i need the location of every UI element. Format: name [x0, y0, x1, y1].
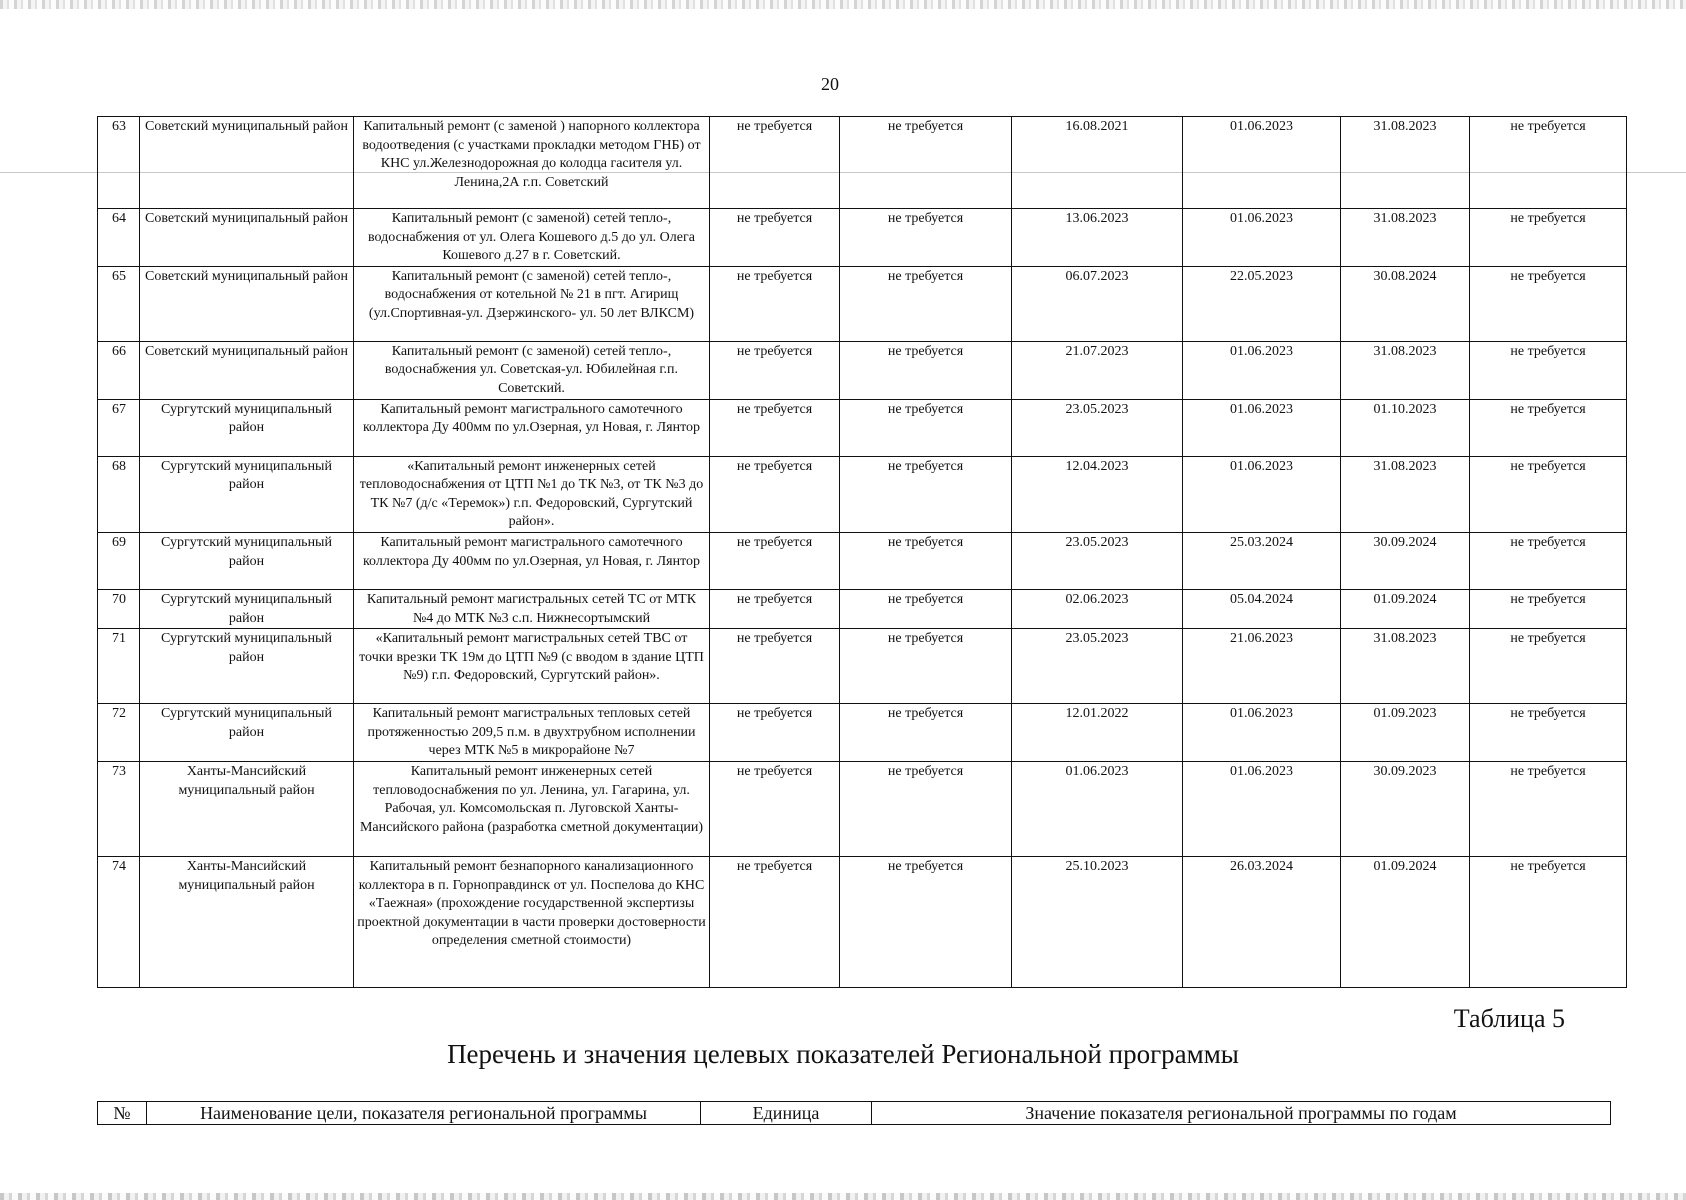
table-row — [98, 341, 1627, 399]
date-value: 26.03.2024 — [1183, 856, 1341, 987]
projects-table-body — [98, 117, 1627, 988]
requirement-status: не требуется — [840, 456, 1012, 532]
date-value: 01.09.2024 — [1341, 856, 1470, 987]
scan-edge-top — [0, 0, 1686, 9]
requirement-status: не требуется — [1470, 704, 1627, 762]
table-row — [98, 209, 1627, 267]
requirement-status: не требуется — [1470, 209, 1627, 267]
indicators-table — [97, 1101, 1611, 1125]
table-row — [98, 399, 1627, 456]
date-value: 01.06.2023 — [1183, 209, 1341, 267]
page-number: 20 — [821, 74, 839, 94]
date-value: 25.10.2023 — [1012, 856, 1183, 987]
table-row — [98, 856, 1627, 987]
requirement-status: не требуется — [840, 589, 1012, 628]
row-number: 68 — [98, 456, 140, 532]
date-value: 01.06.2023 — [1183, 117, 1341, 209]
work-description: Капитальный ремонт магистрального самотечного коллектора Ду 400мм по ул.Озерная, ул Новая, г. Лянтор — [354, 399, 710, 456]
row-number: 63 — [98, 117, 140, 209]
district: Ханты-Мансийский муниципальный район — [140, 856, 354, 987]
table-row — [98, 266, 1627, 341]
date-value: 01.09.2024 — [1341, 589, 1470, 628]
date-value: 01.06.2023 — [1183, 456, 1341, 532]
date-value: 25.03.2024 — [1183, 532, 1341, 589]
date-value: 12.04.2023 — [1012, 456, 1183, 532]
row-number: 65 — [98, 266, 140, 341]
requirement-status: не требуется — [710, 532, 840, 589]
requirement-status: не требуется — [840, 532, 1012, 589]
requirement-status: не требуется — [840, 856, 1012, 987]
requirement-status: не требуется — [840, 117, 1012, 209]
requirement-status: не требуется — [840, 629, 1012, 704]
district: Сургутский муниципальный район — [140, 704, 354, 762]
table-row — [98, 761, 1627, 856]
date-value: 21.07.2023 — [1012, 341, 1183, 399]
scan-edge-bottom — [0, 1193, 1686, 1200]
row-number: 74 — [98, 856, 140, 987]
table-row — [98, 589, 1627, 628]
requirement-status: не требуется — [710, 341, 840, 399]
work-description: «Капитальный ремонт инженерных сетей тепловодоснабжения от ЦТП №1 до ТК №3, от ТК №3 до ТК №7 (д/с «Теремок») г.п. Федоровский, Сургутский район». — [354, 456, 710, 532]
table-row — [98, 117, 1627, 209]
date-value: 01.10.2023 — [1341, 399, 1470, 456]
header-values: Значение показателя региональной программы по годам — [872, 1102, 1611, 1125]
district: Сургутский муниципальный район — [140, 532, 354, 589]
requirement-status: не требуется — [1470, 761, 1627, 856]
work-description: Капитальный ремонт магистрального самотечного коллектора Ду 400мм по ул.Озерная, ул Новая, г. Лянтор — [354, 532, 710, 589]
row-number: 69 — [98, 532, 140, 589]
section-heading: Перечень и значения целевых показателей Региональной программы — [447, 1039, 1239, 1069]
requirement-status: не требуется — [710, 266, 840, 341]
date-value: 01.09.2023 — [1341, 704, 1470, 762]
work-description: Капитальный ремонт магистральных тепловых сетей протяженностью 209,5 п.м. в двухтрубном исполнении через МТК №5 в микрорайоне №7 — [354, 704, 710, 762]
requirement-status: не требуется — [710, 629, 840, 704]
requirement-status: не требуется — [840, 704, 1012, 762]
work-description: «Капитальный ремонт магистральных сетей ТВС от точки врезки ТК 19м до ЦТП №9 (с вводом в здание ЦТП №9) г.п. Федоровский, Сургутский район». — [354, 629, 710, 704]
district: Сургутский муниципальный район — [140, 589, 354, 628]
requirement-status: не требуется — [710, 117, 840, 209]
date-value: 22.05.2023 — [1183, 266, 1341, 341]
requirement-status: не требуется — [710, 209, 840, 267]
date-value: 01.06.2023 — [1183, 761, 1341, 856]
date-value: 13.06.2023 — [1012, 209, 1183, 267]
date-value: 01.06.2023 — [1183, 399, 1341, 456]
header-name: Наименование цели, показателя региональной программы — [147, 1102, 701, 1125]
requirement-status: не требуется — [1470, 117, 1627, 209]
table-row — [98, 629, 1627, 704]
work-description: Капитальный ремонт магистральных сетей ТС от МТК №4 до МТК №3 с.п. Нижнесортымский — [354, 589, 710, 628]
row-number: 66 — [98, 341, 140, 399]
date-value: 23.05.2023 — [1012, 629, 1183, 704]
district: Сургутский муниципальный район — [140, 629, 354, 704]
date-value: 31.08.2023 — [1341, 209, 1470, 267]
requirement-status: не требуется — [840, 209, 1012, 267]
date-value: 30.08.2024 — [1341, 266, 1470, 341]
date-value: 31.08.2023 — [1341, 456, 1470, 532]
district: Сургутский муниципальный район — [140, 399, 354, 456]
table-row — [98, 532, 1627, 589]
requirement-status: не требуется — [710, 456, 840, 532]
requirement-status: не требуется — [1470, 532, 1627, 589]
date-value: 30.09.2024 — [1341, 532, 1470, 589]
requirement-status: не требуется — [1470, 589, 1627, 628]
work-description: Капитальный ремонт (с заменой) сетей тепло-, водоснабжения от котельной № 21 в пгт. Агирищ (ул.Спортивная-ул. Дзержинского- ул. 50 лет ВЛКСМ) — [354, 266, 710, 341]
requirement-status: не требуется — [840, 341, 1012, 399]
requirement-status: не требуется — [710, 856, 840, 987]
row-number: 72 — [98, 704, 140, 762]
date-value: 12.01.2022 — [1012, 704, 1183, 762]
requirement-status: не требуется — [1470, 399, 1627, 456]
requirement-status: не требуется — [840, 266, 1012, 341]
requirement-status: не требуется — [710, 704, 840, 762]
row-number: 70 — [98, 589, 140, 628]
date-value: 31.08.2023 — [1341, 629, 1470, 704]
date-value: 01.06.2023 — [1183, 341, 1341, 399]
date-value: 02.06.2023 — [1012, 589, 1183, 628]
date-value: 05.04.2024 — [1183, 589, 1341, 628]
work-description: Капитальный ремонт (с заменой ) напорного коллектора водоотведения (с участками прокладки методом ГНБ) от КНС ул.Железнодорожная до колодца гасителя ул. Ленина,2А г.п. Советский — [354, 117, 710, 209]
indicators-header-row — [98, 1102, 1611, 1125]
row-number: 67 — [98, 399, 140, 456]
date-value: 31.08.2023 — [1341, 117, 1470, 209]
requirement-status: не требуется — [1470, 266, 1627, 341]
district: Ханты-Мансийский муниципальный район — [140, 761, 354, 856]
row-number: 73 — [98, 761, 140, 856]
work-description: Капитальный ремонт (с заменой) сетей тепло-, водоснабжения ул. Советская-ул. Юбилейная г.п. Советский. — [354, 341, 710, 399]
district: Советский муниципальный район — [140, 209, 354, 267]
district: Сургутский муниципальный район — [140, 456, 354, 532]
district: Советский муниципальный район — [140, 341, 354, 399]
date-value: 31.08.2023 — [1341, 341, 1470, 399]
projects-table — [97, 116, 1627, 988]
date-value: 06.07.2023 — [1012, 266, 1183, 341]
date-value: 01.06.2023 — [1183, 704, 1341, 762]
requirement-status: не требуется — [1470, 341, 1627, 399]
work-description: Капитальный ремонт (с заменой) сетей тепло-, водоснабжения от ул. Олега Кошевого д.5 до ул. Олега Кошевого д.27 в г. Советский. — [354, 209, 710, 267]
work-description: Капитальный ремонт инженерных сетей тепловодоснабжения по ул. Ленина, ул. Гагарина, ул. Рабочая, ул. Комсомольская п. Луговской Ханты-Мансийского района (разработка сметной документации) — [354, 761, 710, 856]
table-row — [98, 704, 1627, 762]
table-caption: Таблица 5 — [1453, 1004, 1565, 1033]
requirement-status: не требуется — [840, 761, 1012, 856]
requirement-status: не требуется — [710, 399, 840, 456]
requirement-status: не требуется — [1470, 856, 1627, 987]
table-row — [98, 456, 1627, 532]
date-value: 23.05.2023 — [1012, 399, 1183, 456]
row-number: 64 — [98, 209, 140, 267]
date-value: 01.06.2023 — [1012, 761, 1183, 856]
requirement-status: не требуется — [840, 399, 1012, 456]
requirement-status: не требуется — [1470, 629, 1627, 704]
date-value: 21.06.2023 — [1183, 629, 1341, 704]
header-unit: Единица — [701, 1102, 872, 1125]
header-num: № — [98, 1102, 147, 1125]
date-value: 30.09.2023 — [1341, 761, 1470, 856]
date-value: 23.05.2023 — [1012, 532, 1183, 589]
requirement-status: не требуется — [710, 589, 840, 628]
row-number: 71 — [98, 629, 140, 704]
date-value: 16.08.2021 — [1012, 117, 1183, 209]
work-description: Капитальный ремонт безнапорного канализационного коллектора в п. Горноправдинск от ул. Поспелова до КНС «Таежная» (прохождение государственной экспертизы проектной документации в части проверки достоверности определения сметной стоимости) — [354, 856, 710, 987]
district: Советский муниципальный район — [140, 266, 354, 341]
requirement-status: не требуется — [710, 761, 840, 856]
district: Советский муниципальный район — [140, 117, 354, 209]
requirement-status: не требуется — [1470, 456, 1627, 532]
